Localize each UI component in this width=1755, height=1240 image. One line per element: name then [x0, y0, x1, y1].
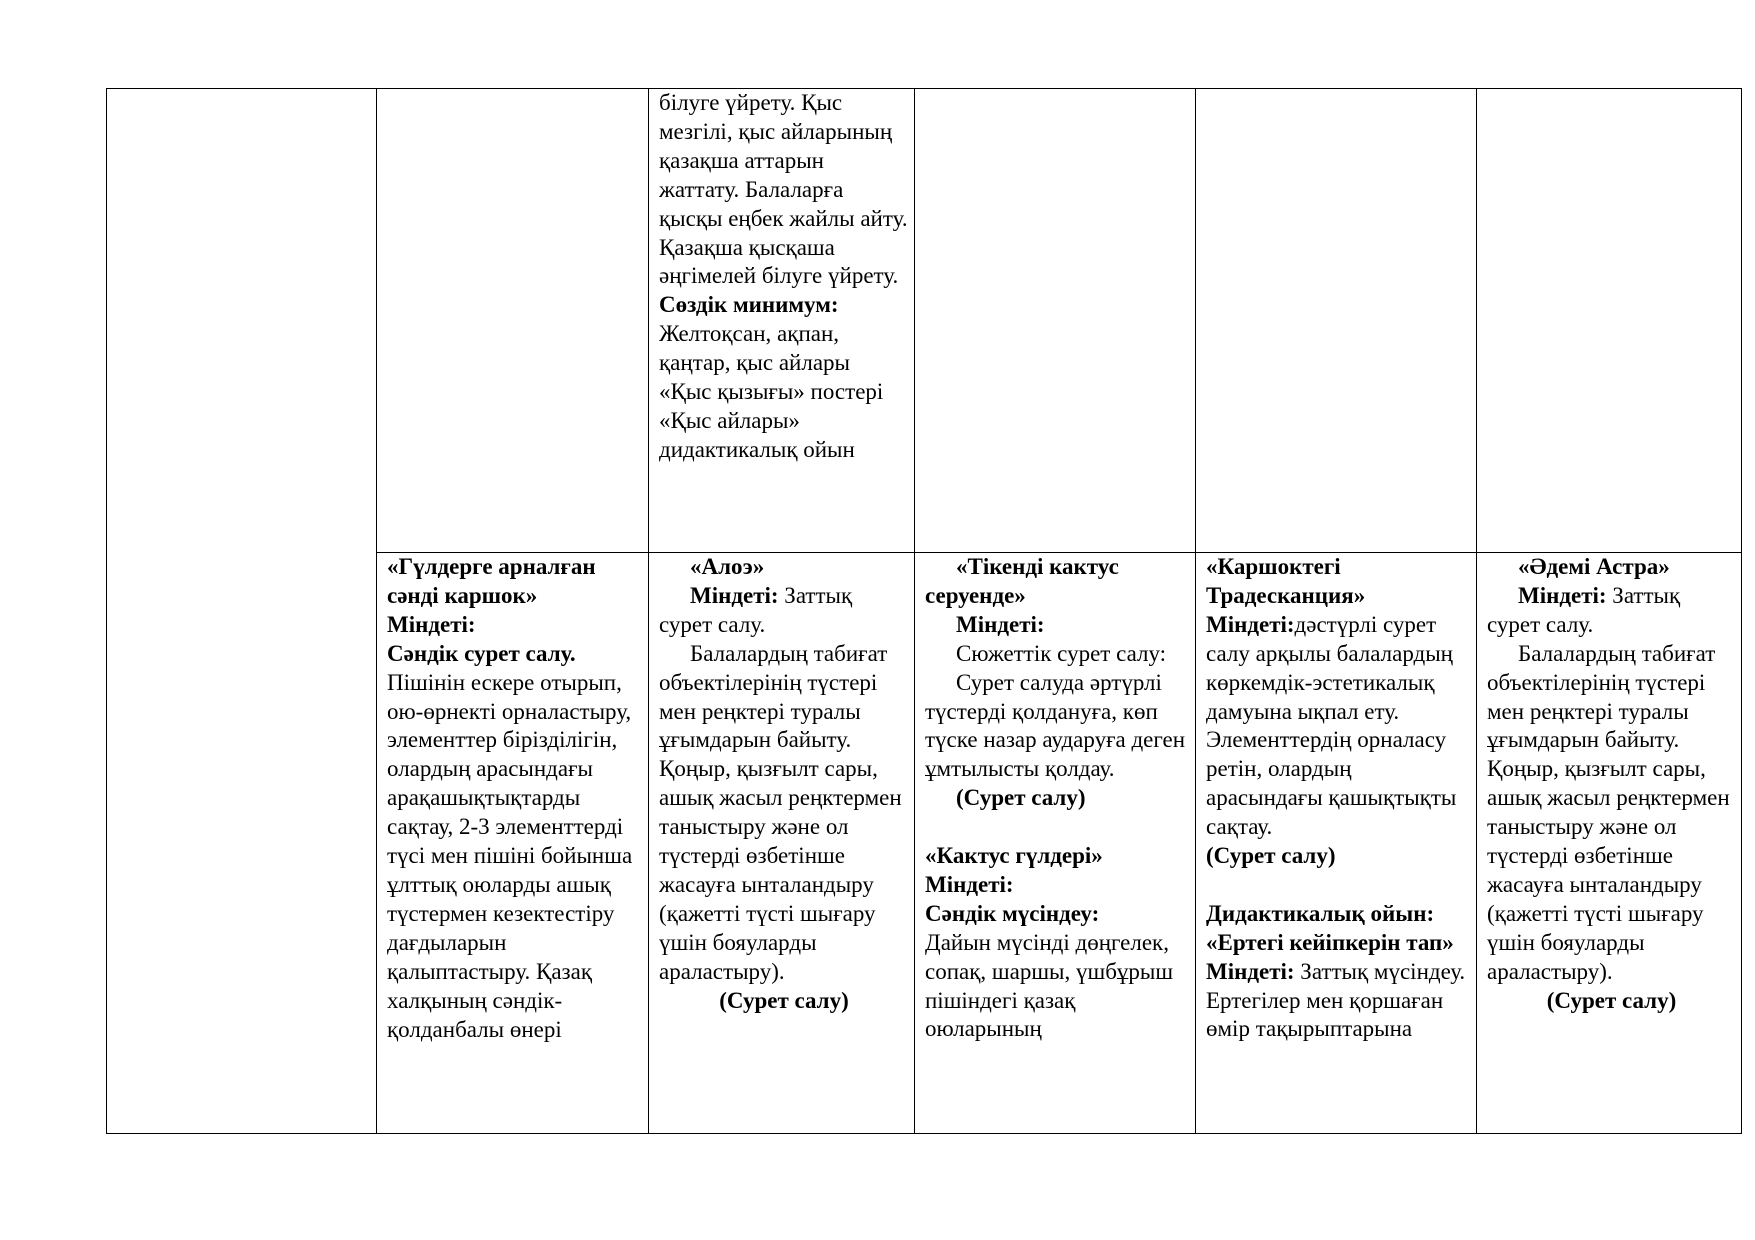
poster-text: «Қыс қызығы» постері	[659, 379, 884, 405]
table-cell	[649, 553, 915, 1134]
activity-type-footer: (Сурет салу)	[719, 987, 849, 1013]
activity-title: «Каршоктегі Традесканция»	[1206, 554, 1366, 608]
cell-text: Сурет салуда әртүрлі түстерді қолдануға, көп түске назар аударуға деген ұмтылысты қолдау.	[925, 669, 1186, 782]
table-row	[107, 89, 1742, 553]
cell-text: Балалардың табиғат объектілерінің түстері мен реңктері туралы ұғымдарын байыту. Қоңыр, қызғылт сары, ашық жасыл реңктермен таныстыру және ол түстерді өзбетінше жасауға ынталандыру (қажетті түсті шығару үшін бояуларды араластыру).	[1487, 640, 1730, 984]
vocab-text: Желтоқсан, ақпан, қаңтар, қыс айлары	[659, 321, 850, 376]
activity-type-footer: (Сурет салу)	[1206, 843, 1336, 869]
table-cell	[1196, 553, 1477, 1134]
task-text: Заттық сурет салу.	[1487, 582, 1681, 637]
task-label: Міндеті:	[387, 611, 476, 637]
activity-title: «Алоэ»	[690, 554, 765, 579]
activity-type-footer: (Сурет салу)	[1546, 987, 1677, 1013]
table-cell	[377, 89, 649, 553]
table-cell	[1477, 89, 1742, 553]
game-text: «Қыс айлары» дидактикалық ойын	[659, 407, 855, 462]
table-cell-first-column	[107, 89, 377, 1134]
game-label: Дидактикалық ойын:	[1206, 900, 1435, 926]
task-label: Міндеті:	[956, 611, 1045, 637]
task-text: Заттық сурет салу.	[659, 582, 853, 637]
task-label: Міндеті:	[1518, 582, 1607, 608]
vocab-label: Сөздік минимум:	[659, 292, 839, 318]
task-text: Заттық мүсіндеу. Ертегілер мен қоршаған өмір тақырыптарына	[1206, 958, 1466, 1042]
cell-text: білуге үйрету. Қыс мезгілі, қыс айларының қазақша аттарын жаттату. Балаларға қысқы еңбек жайлы айту. Қазақша қысқаша әңгімелей білуге үйрету.	[659, 90, 908, 289]
activity-title: «Тікенді кактус серуенде»	[925, 554, 1119, 608]
table-cell	[377, 553, 649, 1134]
activity-title: «Әдемі Астра»	[1518, 554, 1670, 579]
game-title: «Ертегі кейіпкерін тап»	[1206, 929, 1454, 955]
task-label: Міндеті:	[690, 582, 779, 608]
activity-type-footer: (Сурет салу)	[956, 785, 1086, 811]
cell-text: Пішінін ескере отырып, ою-өрнекті орналастыру, элементтер біріздiлігін, олардың арасындағы арақашықтықтарды сақтау, 2-3 элементтерді түсі мен пішіні бойынша ұлттық оюларды ашық түстермен кезектестіру дағдыларын қалыптастыру. Қазақ халқының сәндік-қолданбалы өнері	[387, 669, 633, 1042]
task-text: дәстүрлі сурет салу арқылы балалардың көркемдік-эстетикалық дамуына ықпал ету. Элементтердің орналасу ретін, олардың арасындағы қашықтықты сақтау.	[1206, 611, 1457, 840]
cell-text: Балалардың табиғат объектілерінің түстері мен реңктері туралы ұғымдарын байыту. Қоңыр, қызғылт сары, ашық жасыл реңктермен таныстыру және ол түстерді өзбетінше жасауға ынталандыру (қажетті түсті шығару үшін бояуларды араластыру).	[659, 640, 902, 984]
task-label: Міндеті:	[1206, 611, 1295, 637]
task-label: Міндеті:	[1206, 958, 1295, 984]
activity-title: «Кактус гүлдері»	[925, 843, 1103, 869]
task-type: Сәндік мүсіндеу:	[925, 900, 1100, 926]
activity-title: «Гүлдерге арналған сәнді каршок»	[387, 554, 596, 608]
table-cell	[1196, 89, 1477, 553]
plan-table	[106, 88, 1742, 1134]
table-cell	[649, 89, 915, 553]
table-cell	[1477, 553, 1742, 1134]
task-type: Сәндік сурет салу.	[387, 640, 576, 666]
table-cell	[915, 89, 1196, 553]
table-cell	[915, 553, 1196, 1134]
task-label: Міндеті:	[925, 871, 1014, 897]
task-type: Сюжеттік сурет салу:	[956, 640, 1167, 666]
cell-text: Дайын мүсінді дөңгелек, сопақ, шаршы, үшбұрыш пішіндегі қазақ оюларының	[925, 929, 1174, 1042]
